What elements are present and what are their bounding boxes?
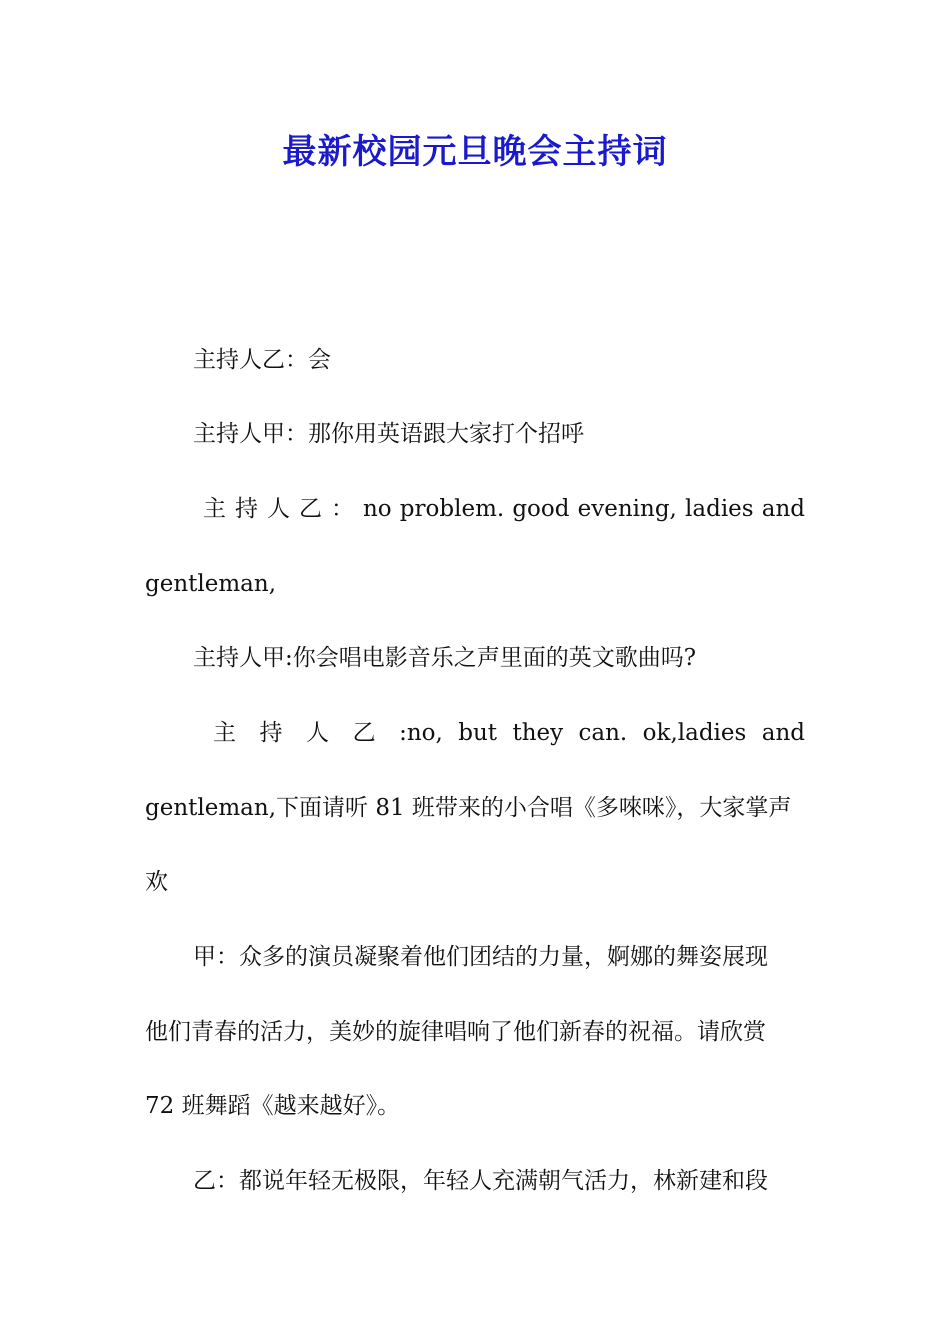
dialogue-line: 主持人甲：那你用英语跟大家打个招呼	[193, 421, 584, 447]
dialogue-line: 主持人乙：会	[193, 347, 331, 373]
dialogue-line: 72 班舞蹈《越来越好》。	[145, 1093, 401, 1119]
dialogue-line: 他们青春的活力，美妙的旋律唱响了他们新春的祝福。请欣赏	[145, 1019, 766, 1045]
dialogue-line: 甲：众多的演员凝聚着他们团结的力量，婀娜的舞姿展现	[193, 944, 768, 970]
dialogue-line: 欢	[145, 869, 168, 895]
dialogue-line: 乙：都说年轻无极限，年轻人充满朝气活力，林新建和段	[193, 1168, 768, 1194]
dialogue-line: 主 持 人 乙 :no, but they can. ok,ladies and	[213, 720, 805, 746]
dialogue-line: 主 持 人 乙 ： no problem. good evening, ladies and	[203, 496, 805, 522]
dialogue-line: gentleman,	[145, 571, 277, 597]
dialogue-line: gentleman,下面请听 81 班带来的小合唱《多唻咪》，大家掌声	[145, 795, 792, 821]
dialogue-line: 主持人甲:你会唱电影音乐之声里面的英文歌曲吗?	[193, 645, 697, 671]
document-title: 最新校园元旦晚会主持词	[282, 132, 668, 172]
